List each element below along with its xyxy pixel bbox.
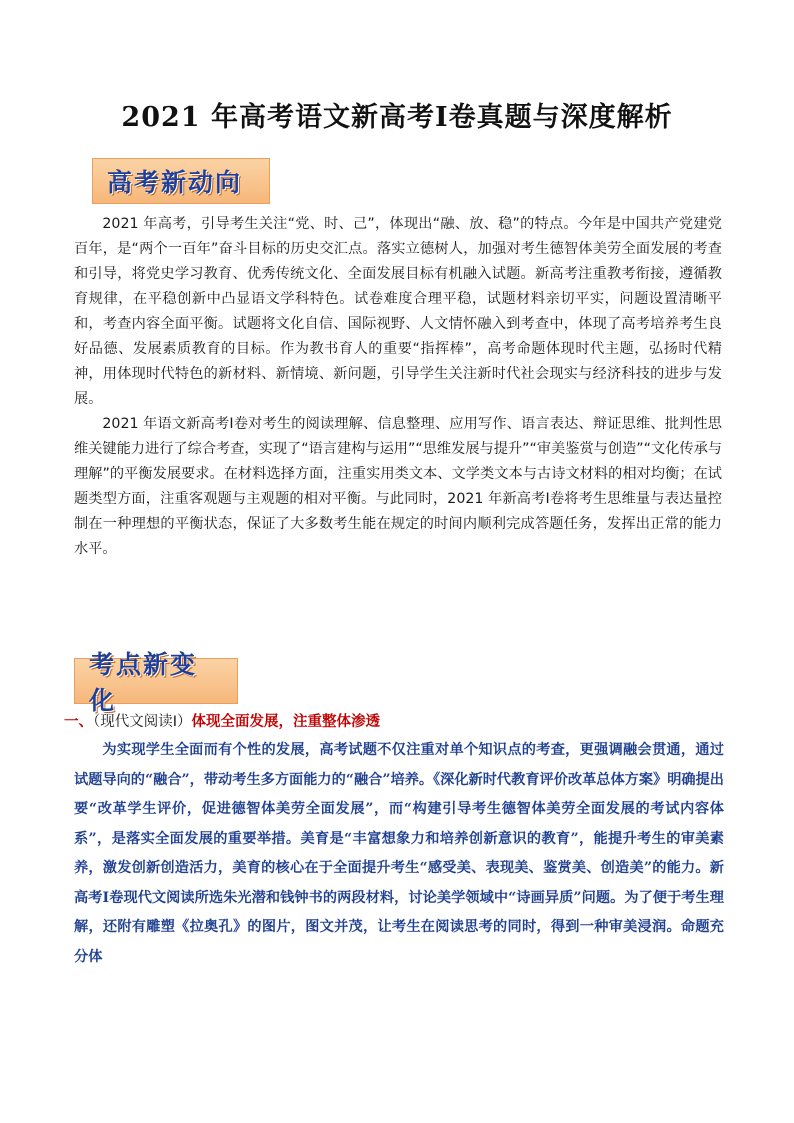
subsection-number: 一、 (64, 714, 93, 730)
subsection-theme: 体现全面发展，注重整体渗透 (191, 714, 381, 730)
paragraph: 2021 年高考，引导考生关注“党、时、己”，体现出“融、放、稳”的特点。今年是中国共产党建党百年，是“两个一百年”奋斗目标的历史交汇点。落实立德树人，加强对考生德智体美劳全面发展的考查和引导，将党史学习教育、优秀传统文化、全面发展目标有机融入试题。新高考注重教考衔接，遵循教育规律，在平稳创新中凸显语文学科特色。试卷难度合理平稳，试题材料亲切平实，问题设置清晰平和，考查内容全面平衡。试题将文化自信、国际视野、人文情怀融入到考查中，体现了高考培养考生良好品德、发展素质教育的目标。作为教书育人的重要“指挥棒”，高考命题体现时代主题，弘扬时代精神，用体现时代特色的新材料、新情境、新问题，引导学生关注新时代社会现实与经济科技的进步与发展。 (74, 216, 722, 407)
paragraph: 为实现学生全面而有个性的发展，高考试题不仅注重对单个知识点的考查，更强调融会贯通，通过试题导向的“融合”，带动考生多方面能力的“融合”培养。《深化新时代教育评价改革总体方案》明确提出要“改革学生评价，促进德智体美劳全面发展”，而“构建引导考生德智体美劳全面发展的考试内容体系”，是落实全面发展的重要举措。美育是“丰富想象力和培养创新意识的教育”，能提升考生的审美素养，激发创新创造活力，美育的核心在于全面提升考生“感受美、表现美、鉴赏美、创造美”的能力。新高考Ⅰ卷现代文阅读所选朱光潜和钱钟书的两段材料，讨论美学领域中“诗画异质”问题。为了便于考生理解，还附有雕塑《拉奥孔》的图片，图文并茂，让考生在阅读思考的同时，得到一种审美浸润。命题充分体 (74, 742, 724, 965)
section-badge-changes-label: 考点新变化 (89, 650, 198, 715)
section-badge-trends (92, 158, 270, 204)
subsection-heading (64, 710, 724, 731)
section-changes-body (74, 736, 724, 972)
paragraph: 2021 年语文新高考Ⅰ卷对考生的阅读理解、信息整理、应用写作、语言表达、辩证思维、批判性思维关键能力进行了综合考查，实现了“语言建构与运用”“思维发展与提升”“审美鉴赏与创造”“文化传承与理解”的平衡发展要求。在材料选择方面，注重实用类文本、文学类文本与古诗文材料的相对均衡；在试题类型方面，注重客观题与主观题的相对平衡。与此同时，2021 年新高考Ⅰ卷将考生思维量与表达量控制在一种理想的平衡状态，保证了大多数考生能在规定的时间内顺利完成答题任务，发挥出正常的能力水平。 (74, 416, 722, 557)
section-trends-body (74, 212, 722, 562)
section-badge-changes (74, 650, 238, 715)
subsection-tag: （现代文阅读Ⅰ） (93, 714, 192, 730)
document-title: 2021 年高考语文新高考Ⅰ卷真题与深度解析 (121, 102, 673, 133)
section-badge-trends-label: 高考新动向 (107, 168, 243, 197)
